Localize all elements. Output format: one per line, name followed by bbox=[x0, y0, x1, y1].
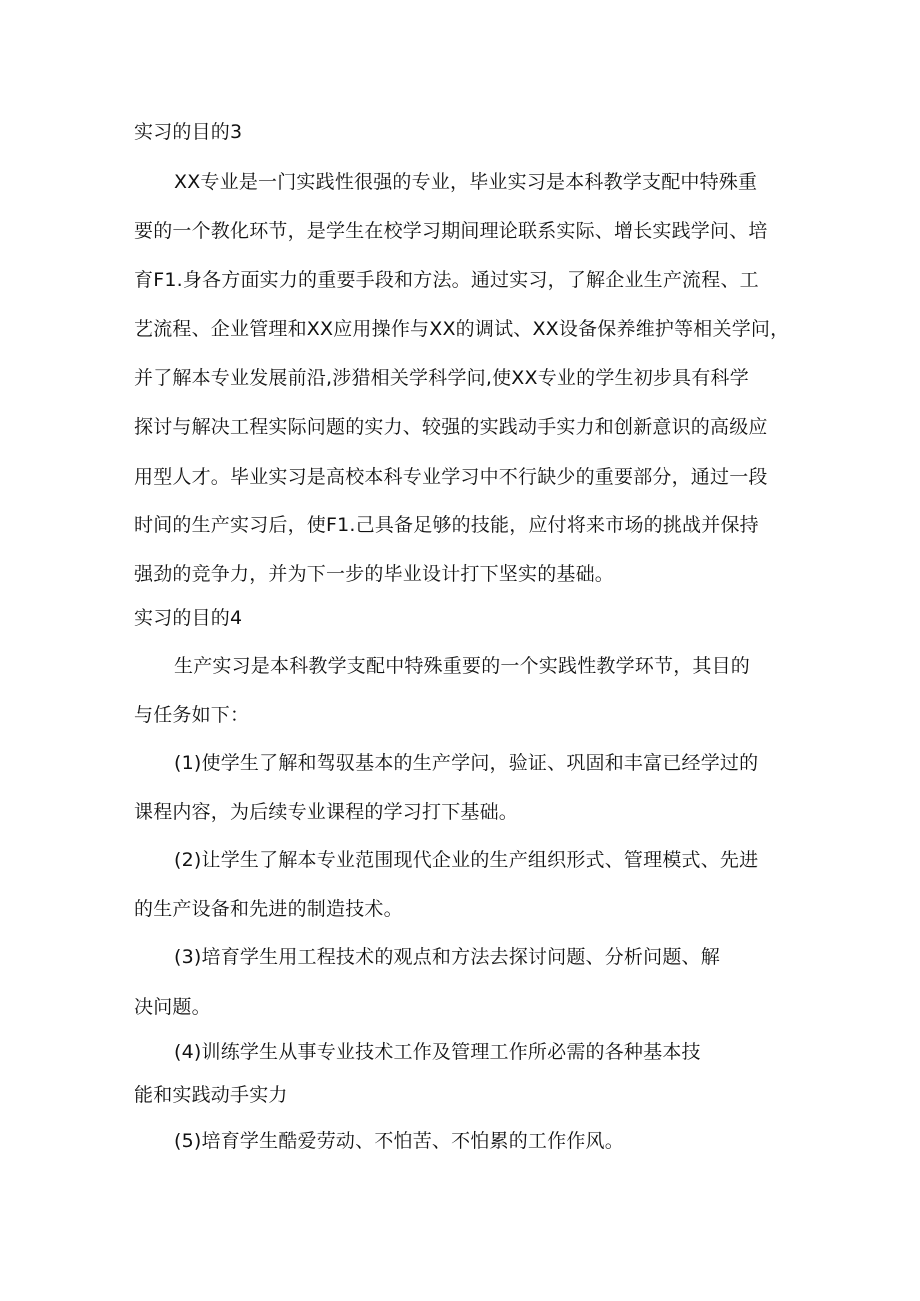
list-item-line: 的生产设备和先进的制造技术。 bbox=[134, 898, 403, 920]
list-item-line: 决问题。 bbox=[134, 996, 211, 1018]
intro-line: 生产实习是本科教学支配中特殊重要的一个实践性教学环节，其目的 bbox=[174, 655, 751, 677]
section-heading: 实习的目的3 bbox=[134, 121, 243, 143]
paragraph-line: 用型人才。毕业实习是高校本科专业学习中不行缺少的重要部分，通过一段 bbox=[134, 466, 768, 488]
paragraph-line: 要的一个教化环节，是学生在校学习期间理论联系实际、增长实践学问、培 bbox=[134, 220, 768, 242]
list-item-line: (5)培育学生酷爱劳动、不怕苦、不怕累的工作作风。 bbox=[174, 1130, 624, 1152]
paragraph-line: 艺流程、企业管理和XX应用操作与XX的调试、XX设备保养维护等相关学问， bbox=[134, 318, 790, 340]
list-item-line: (1)使学生了解和驾驭基本的生产学问，验证、巩固和丰富已经学过的 bbox=[174, 752, 759, 774]
list-item-line: 能和实践动手实力 bbox=[134, 1084, 288, 1106]
section-heading: 实习的目的4 bbox=[134, 607, 243, 629]
paragraph-line: 强劲的竞争力，并为下一步的毕业设计打下坚实的基础。 bbox=[134, 563, 615, 585]
list-item-line: (2)让学生了解本专业范围现代企业的生产组织形式、管理模式、先进 bbox=[174, 849, 759, 871]
paragraph-line: 时间的生产实习后，使F1.己具备足够的技能，应付将来市场的挑战并保持 bbox=[134, 514, 759, 536]
paragraph-line: XX专业是一门实践性很强的专业，毕业实习是本科教学支配中特殊重 bbox=[174, 171, 758, 193]
paragraph-line: 育F1.身各方面实力的重要手段和方法。通过实习，了解企业生产流程、工 bbox=[134, 269, 759, 291]
list-item-line: 课程内容，为后续专业课程的学习打下基础。 bbox=[134, 801, 519, 823]
paragraph-line: 探讨与解决工程实际问题的实力、较强的实践动手实力和创新意识的高级应 bbox=[134, 416, 768, 438]
list-item-line: (4)训练学生从事专业技术工作及管理工作所必需的各种基本技 bbox=[174, 1041, 701, 1063]
list-item-line: (3)培育学生用工程技术的观点和方法去探讨问题、分析问题、解 bbox=[174, 946, 720, 968]
paragraph-line: 并了解本专业发展前沿,涉猎相关学科学问,使XX专业的学生初步具有科学 bbox=[134, 367, 749, 389]
intro-line: 与任务如下： bbox=[134, 704, 250, 726]
